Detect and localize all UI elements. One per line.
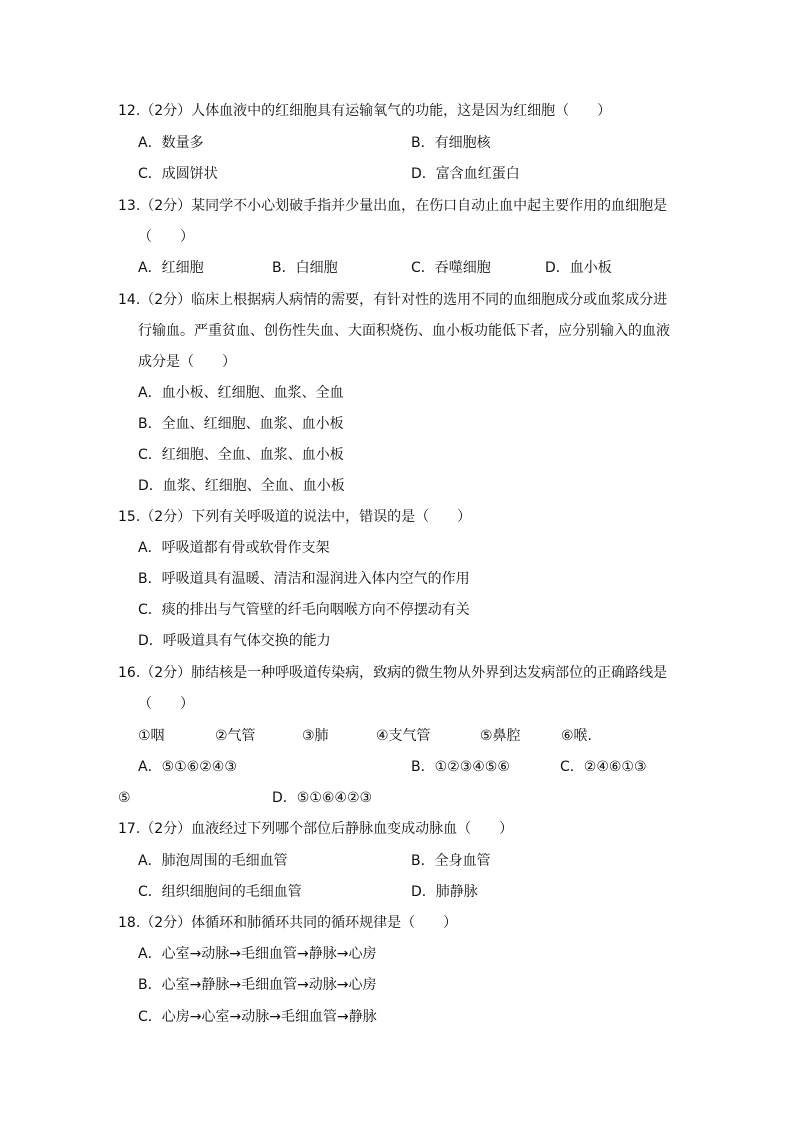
question-16-item-4: ④支气管 xyxy=(376,728,431,744)
question-17-option-b: B．全身血管 xyxy=(411,853,491,869)
question-18-stem: 18.（2分）体循环和肺循环共同的循环规律是（ ） xyxy=(118,915,458,931)
question-16-item-5: ⑤鼻腔 xyxy=(480,728,521,744)
question-16-item-2: ②气管 xyxy=(215,728,256,744)
question-17-stem: 17.（2分）血液经过下列哪个部位后静脉血变成动脉血（ ） xyxy=(118,821,514,837)
question-16-stem-line1: 16.（2分）肺结核是一种呼吸道传染病，致病的微生物从外界到达发病部位的正确路线是 xyxy=(118,665,668,681)
question-15-option-c: C．痰的排出与气管壁的纤毛向咽喉方向不停摆动有关 xyxy=(138,602,470,618)
question-13-stem-line2: （ ） xyxy=(138,229,194,245)
question-12-stem: 12.（2分）人体血液中的红细胞具有运输氧气的功能，这是因为红细胞（ ） xyxy=(118,103,612,119)
question-12-option-a: A．数量多 xyxy=(138,135,204,151)
question-15-option-a: A．呼吸道都有骨或软骨作支架 xyxy=(138,540,330,556)
question-15-option-b: B．呼吸道具有温暖、清洁和湿润进入体内空气的作用 xyxy=(138,571,470,587)
question-18-option-b: B．心室→静脉→毛细血管→动脉→心房 xyxy=(138,977,377,993)
question-14-option-c: C．红细胞、全血、血浆、血小板 xyxy=(138,447,344,463)
question-14-stem-line2: 行输血。严重贫血、创伤性失血、大面积烧伤、血小板功能低下者，应分别输入的血液 xyxy=(138,323,670,339)
question-14-stem-line1: 14.（2分）临床上根据病人病情的需要，有针对性的选用不同的血细胞成分或血浆成分进 xyxy=(118,292,668,308)
question-13-option-d: D．血小板 xyxy=(545,260,612,276)
question-16-option-b: B．①②③④⑤⑥ xyxy=(411,759,510,775)
question-18-option-a: A．心室→动脉→毛细血管→静脉→心房 xyxy=(138,946,377,962)
question-17-option-a: A．肺泡周围的毛细血管 xyxy=(138,853,288,869)
question-16-option-d: D．⑤①⑥④②③ xyxy=(272,790,373,806)
question-16-option-c: C．②④⑥①③ xyxy=(560,759,647,775)
question-15-option-d: D．呼吸道具有气体交换的能力 xyxy=(138,633,331,649)
question-16-option-c-continuation: ⑤ xyxy=(118,790,131,806)
question-13-option-c: C．吞噬细胞 xyxy=(411,260,491,276)
question-16-stem-line2: （ ） xyxy=(138,696,194,712)
question-14-stem-line3: 成分是（ ） xyxy=(138,354,236,370)
question-14-option-d: D．血浆、红细胞、全血、血小板 xyxy=(138,478,345,494)
question-15-stem: 15.（2分）下列有关呼吸道的说法中，错误的是（ ） xyxy=(118,509,472,525)
question-14-option-a: A．血小板、红细胞、血浆、全血 xyxy=(138,385,344,401)
question-16-item-3: ③肺 xyxy=(302,728,329,744)
question-17-option-c: C．组织细胞间的毛细血管 xyxy=(138,884,302,900)
question-17-option-d: D．肺静脉 xyxy=(411,884,478,900)
question-16-item-6: ⑥喉. xyxy=(561,728,593,744)
question-12-option-d: D．富含血红蛋白 xyxy=(411,166,520,182)
question-12-option-c: C．成圆饼状 xyxy=(138,166,218,182)
question-16-option-a: A．⑤①⑥②④③ xyxy=(138,759,237,775)
question-14-option-b: B．全血、红细胞、血浆、血小板 xyxy=(138,416,344,432)
question-13-stem-line1: 13.（2分）某同学不小心划破手指并少量出血，在伤口自动止血中起主要作用的血细胞是 xyxy=(118,198,668,214)
question-13-option-b: B．白细胞 xyxy=(272,260,338,276)
question-18-option-c: C．心房→心室→动脉→毛细血管→静脉 xyxy=(138,1009,377,1025)
question-12-option-b: B．有细胞核 xyxy=(411,135,491,151)
question-16-item-1: ①咽 xyxy=(138,728,165,744)
question-13-option-a: A．红细胞 xyxy=(138,260,204,276)
